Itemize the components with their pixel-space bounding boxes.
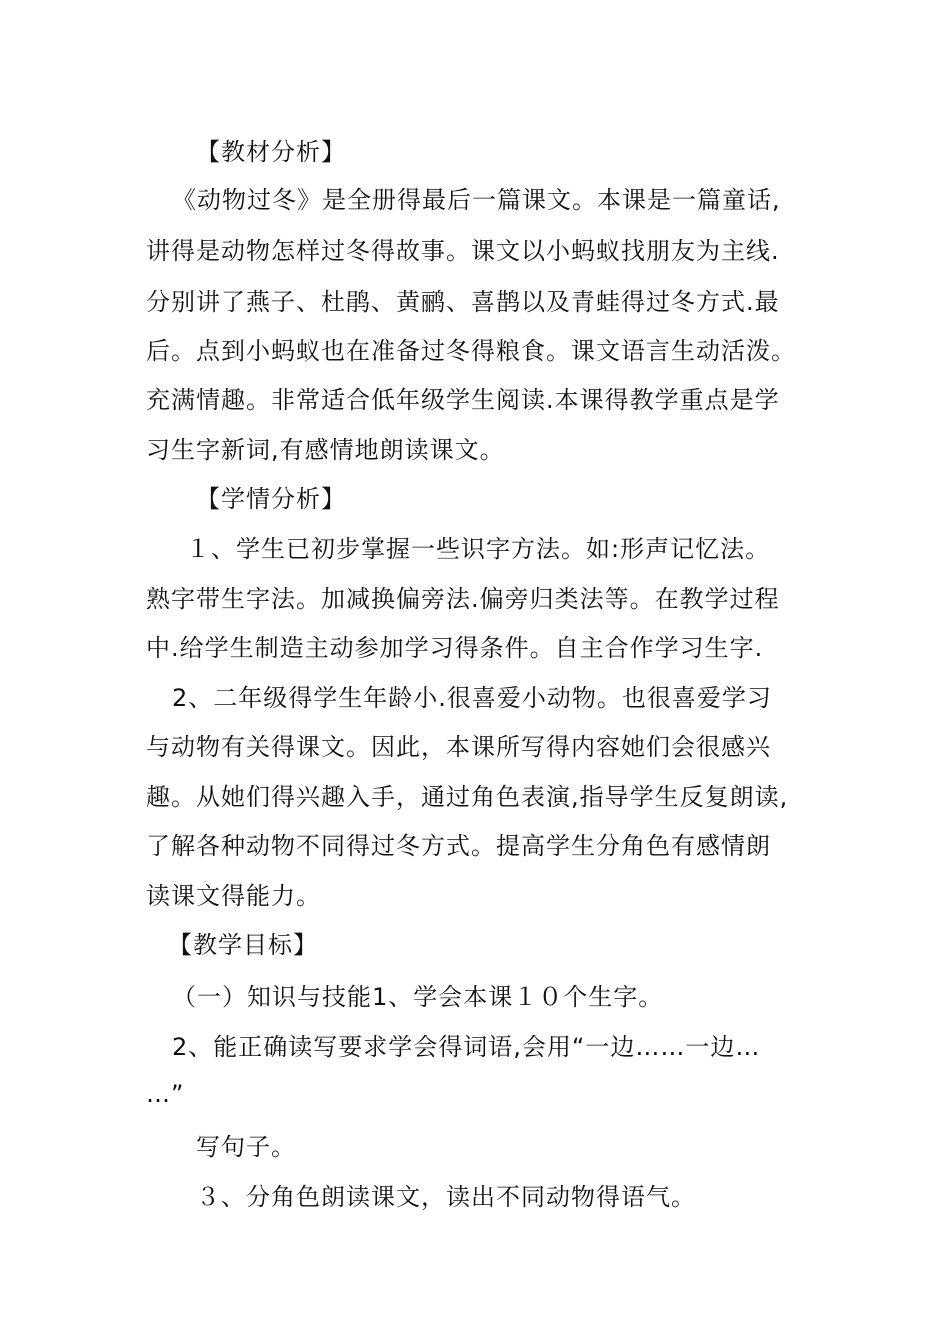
textbook-line-2: 讲得是动物怎样过冬得故事。课文以小蚂蚁找朋友为主线. xyxy=(146,237,780,265)
students-line-5: 与动物有关得课文。因此，本课所写得内容她们会很感兴 xyxy=(146,733,771,761)
goals-line-3: …” xyxy=(146,1080,185,1108)
goals-line-1: （一）知识与技能1、学会本课１０个生字。 xyxy=(172,983,664,1011)
heading-student-analysis: 【学情分析】 xyxy=(196,485,346,513)
students-line-2: 熟字带生字法。加减换偏旁法.偏旁归类法等。在教学过程 xyxy=(146,585,780,613)
heading-textbook-analysis: 【教材分析】 xyxy=(196,138,346,166)
textbook-line-5: 充满情趣。非常适合低年级学生阅读.本课得教学重点是学 xyxy=(146,386,780,414)
students-line-8: 读课文得能力。 xyxy=(146,882,321,910)
students-line-6: 趣。从她们得兴趣入手，通过角色表演,指导学生反复朗读, xyxy=(146,783,789,811)
goals-line-2: 2、能正确读写要求学会得词语,会用“一边……一边… xyxy=(172,1033,761,1061)
goals-line-5: ３、分角色朗读课文，读出不同动物得语气。 xyxy=(196,1183,696,1211)
students-line-4: 2、二年级得学生年龄小.很喜爱小动物。也很喜爱学习 xyxy=(172,684,772,712)
textbook-line-1: 《动物过冬》是全册得最后一篇课文。本课是一篇童话, xyxy=(172,186,781,214)
textbook-line-3: 分别讲了燕子、杜鹃、黄鹂、喜鹊以及青蛙得过冬方式.最 xyxy=(146,288,780,316)
textbook-line-6: 习生字新词,有感情地朗读课文。 xyxy=(146,436,505,464)
students-line-1: １、学生已初步掌握一些识字方法。如:形声记忆法。 xyxy=(186,535,771,563)
students-line-3: 中.给学生制造主动参加学习得条件。自主合作学习生字. xyxy=(146,634,764,662)
textbook-line-4: 后。点到小蚂蚁也在准备过冬得粮食。课文语言生动活泼。 xyxy=(146,337,796,365)
heading-teaching-goals: 【教学目标】 xyxy=(168,931,318,959)
students-line-7: 了解各种动物不同得过冬方式。提高学生分角色有感情朗 xyxy=(146,832,771,860)
goals-line-4: 写句子。 xyxy=(196,1133,296,1161)
